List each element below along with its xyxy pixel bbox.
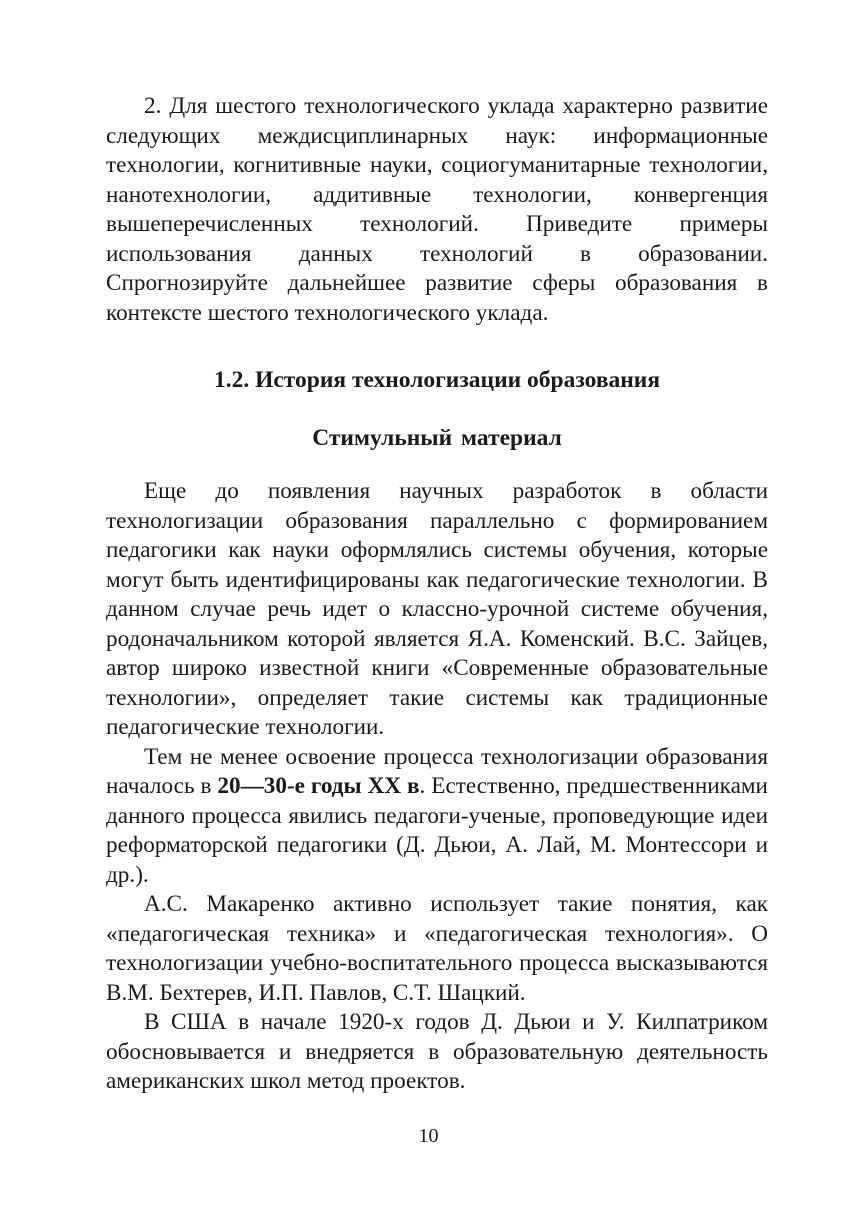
section-title: 1.2. История технологизации образования xyxy=(213,367,661,393)
paragraph-3: А.С. Макаренко активно использует такие понятия, как «педагогическая техника» и «педагогическая технология». О технологизации учебно-воспитательного процесса высказываются В.М. Бехтерев, И.П. Павлов, С.Т. Шацкий. xyxy=(106,891,768,1006)
paragraph-2-start: Тем не менее освоение процесса технологизации образования началось в xyxy=(106,743,768,799)
paragraph-1: Еще до появления научных разработок в области технологизации образования параллельно с формированием педагогики как науки оформлялись системы обучения, которые могут быть идентифицированы как педагогические технологии. В данном случае речь идет о классно-урочной системе обучения, родоначальником которой является Я.А. Коменский. В.С. Зайцев, автор широко известной книги «Современные образовательные технологии», определяет такие системы как традиционные педагогические технологии. xyxy=(106,478,768,740)
paragraph-2-bold-period: 20—30-е годы XX в xyxy=(217,773,420,799)
task-paragraph: 2. Для шестого технологического уклада характерно развитие следующих междисциплинарных наук: информационные технологии, когнитивные науки, социогуманитарные технологии, нанотехнологии, аддитивные технологии, конвергенция вышеперечисленных технологий. Приведите примеры использования данных технологий в образовании. Спрогнозируйте дальнейшее развитие сферы образования в контексте шестого технологического уклада. xyxy=(106,93,768,326)
page-number: 10 xyxy=(418,1125,439,1147)
page-content xyxy=(106,92,768,1097)
paragraph-2 xyxy=(106,743,768,891)
paragraph-2-end: . Естественно, предшественниками данного процесса явились педагоги-ученые, проповедующие идеи реформаторской педагогики (Д. Дьюи, А. Лай, М. Монтессори и др.). xyxy=(106,773,768,888)
paragraph-4: В США в начале 1920-х годов Д. Дьюи и У. Килпатриком обосновывается и внедряется в образовательную деятельность американских школ метод проектов. xyxy=(106,1009,768,1094)
section-subtitle: Стимульный материал xyxy=(312,425,562,451)
